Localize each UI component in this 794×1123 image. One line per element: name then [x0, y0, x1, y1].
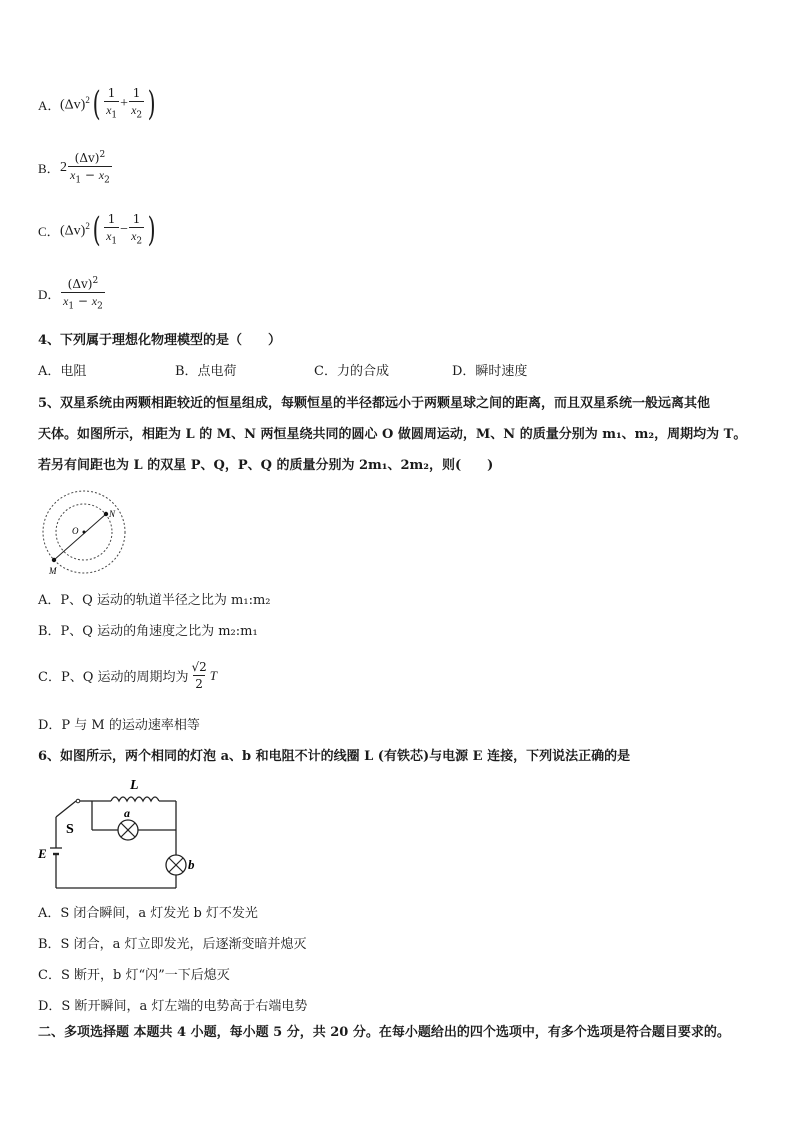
- q4-option-d[interactable]: D．瞬时速度: [452, 364, 528, 379]
- fraction: $\frac{1}{x_2}$: [131, 212, 143, 247]
- label-o: O: [72, 526, 79, 536]
- binary-star-figure: [40, 490, 130, 580]
- q5-option-c-prefix: C．P、Q 运动的周期均为: [38, 670, 189, 685]
- fraction: $\frac{1}{x_2}$: [131, 86, 143, 121]
- circuit-figure: [36, 772, 196, 894]
- q5-stem-line2: 天体。如图所示，相距为 L 的 M、N 两恒星绕共同的圆心 O 做圆周运动，M、N 的质量分别为 m₁、m₂，周期均为 T。: [38, 427, 747, 442]
- q6-option-d[interactable]: D．S 断开瞬间，a 灯左端的电势高于右端电势: [38, 999, 308, 1014]
- option-label: A．: [38, 97, 61, 113]
- q5-option-c[interactable]: [38, 660, 217, 691]
- section-2-heading: 二、多项选择题 本题共 4 小题，每小题 5 分，共 20 分。在每小题给出的四个选项中，有多个选项是符合题目要求的。: [38, 1025, 730, 1040]
- delta-v: $(\Delta v)^2$: [60, 94, 90, 113]
- q5-option-d[interactable]: D．P 与 M 的运动速率相等: [38, 718, 200, 733]
- period-symbol: T: [209, 667, 217, 683]
- fraction: $\frac{√2}{2}$: [191, 660, 207, 691]
- left-paren: (: [92, 210, 101, 251]
- label-switch-s: S: [66, 822, 74, 837]
- right-paren: ): [147, 84, 156, 125]
- q4-option-c[interactable]: C．力的合成: [314, 364, 389, 379]
- q4-stem: 4、下列属于理想化物理模型的是（ ）: [38, 333, 282, 348]
- q4-option-b[interactable]: B．点电荷: [175, 364, 237, 379]
- q6-stem: 6、如图所示，两个相同的灯泡 a、b 和电阻不计的线圈 L (有铁芯)与电源 E 连接，下列说法正确的是: [38, 749, 631, 764]
- label-lamp-b: b: [188, 857, 195, 872]
- coefficient: 2: [60, 159, 67, 175]
- q5-option-b[interactable]: B．P、Q 运动的角速度之比为 m₂:m₁: [38, 624, 258, 639]
- q3-option-b[interactable]: [38, 148, 113, 187]
- q6-option-b[interactable]: B．S 闭合，a 灯立即发光，后逐渐变暗并熄灭: [38, 937, 307, 952]
- label-inductor-l: L: [130, 778, 139, 793]
- q5-stem-line3: 若另有间距也为 L 的双星 P、Q，P、Q 的质量分别为 2m₁、2m₂，则( ): [38, 458, 494, 473]
- q4-option-a[interactable]: A．电阻: [38, 364, 87, 379]
- option-label: D．: [38, 287, 61, 303]
- plus-sign: +: [120, 96, 129, 112]
- q3-option-d[interactable]: [38, 274, 106, 313]
- option-label: C．: [38, 223, 60, 239]
- q3-option-c[interactable]: [38, 210, 158, 251]
- fraction: $\frac{1}{x_1}$: [106, 212, 118, 247]
- fraction: $\frac{(\Delta v)^2}{x_1 - x_2}$: [70, 150, 110, 186]
- q5-option-a[interactable]: A．P、Q 运动的轨道半径之比为 m₁:m₂: [38, 593, 271, 608]
- fraction: $\frac{1}{x_1}$: [106, 86, 118, 121]
- label-source-e: E: [38, 846, 47, 861]
- q5-stem-line1: 5、双星系统由两颗相距较近的恒星组成，每颗恒星的半径都远小于两颗星球之间的距离，而且双星系统一般远离其他: [38, 396, 711, 411]
- left-paren: (: [92, 84, 101, 125]
- q6-option-a[interactable]: A．S 闭合瞬间，a 灯发光 b 灯不发光: [38, 906, 258, 921]
- label-m: M: [49, 566, 57, 576]
- fraction: $\frac{(\Delta v)^2}{x_1 - x_2}$: [63, 276, 103, 312]
- q6-option-c[interactable]: C．S 断开，b 灯“闪”一下后熄灭: [38, 968, 230, 983]
- q3-option-a[interactable]: [38, 84, 158, 125]
- right-paren: ): [147, 210, 156, 251]
- delta-v: $(\Delta v)^2$: [60, 220, 90, 239]
- label-lamp-a: a: [124, 806, 130, 820]
- label-n: N: [109, 509, 116, 519]
- option-label: B．: [38, 161, 60, 177]
- minus-sign: −: [120, 222, 129, 238]
